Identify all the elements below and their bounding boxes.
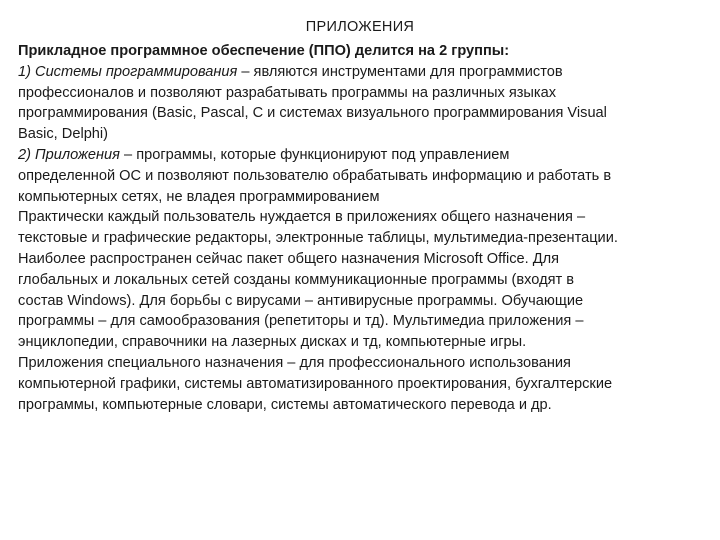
paragraph-line: глобальных и локальных сетей созданы коммуникационные программы (входят в <box>18 271 574 288</box>
heading: Прикладное программное обеспечение (ППО) делится на 2 группы: <box>18 43 510 59</box>
paragraph-line: программы, компьютерные словари, системы автоматического перевода и др. <box>18 396 552 413</box>
group-1-line <box>18 62 708 83</box>
paragraph-line: Практически каждый пользователь нуждается в приложениях общего назначения – <box>18 209 586 226</box>
group-1-line: программирования (Basic, Pascal, C и системах визуального программирования Visual <box>18 105 607 122</box>
group-2-line: компьютерных сетях, не владея программированием <box>18 188 380 205</box>
group-2-text: – программы, которые функционируют под управлением <box>119 146 510 163</box>
group-1-line: Basic, Delphi) <box>18 126 109 143</box>
group-1-line: профессионалов и позволяют разрабатывать программы на различных языках <box>18 84 557 101</box>
paragraph-line: состав Windows). Для борьбы с вирусами – антивирусные программы. Обучающие <box>18 292 584 309</box>
paragraph-line: Приложения специального назначения – для профессионального использования <box>18 354 571 371</box>
group-1-lead: 1) Системы программирования <box>18 63 238 80</box>
paragraph-line: текстовые и графические редакторы, электронные таблицы, мультимедиа-презентации. <box>18 230 618 247</box>
paragraph-line: энциклопедии, справочники на лазерных дисках и тд, компьютерные игры. <box>18 334 527 351</box>
paragraph-line: программы – для самообразования (репетиторы и тд). Мультимедиа приложения – <box>18 313 584 330</box>
group-2-lead: 2) Приложения <box>18 146 120 163</box>
group-2-line: определенной ОС и позволяют пользователю обрабатывать информацию и работать в <box>18 167 612 184</box>
paragraph-line: Наиболее распространен сейчас пакет общего назначения Microsoft Office. Для <box>18 250 560 267</box>
group-1-text: – являются инструментами для программистов <box>237 63 563 80</box>
group-2-line <box>18 145 708 166</box>
slide-title: ПРИЛОЖЕНИЯ <box>305 19 415 35</box>
paragraph-line: компьютерной графики, системы автоматизированного проектирования, бухгалтерские <box>18 375 613 392</box>
slide-body <box>18 41 708 415</box>
